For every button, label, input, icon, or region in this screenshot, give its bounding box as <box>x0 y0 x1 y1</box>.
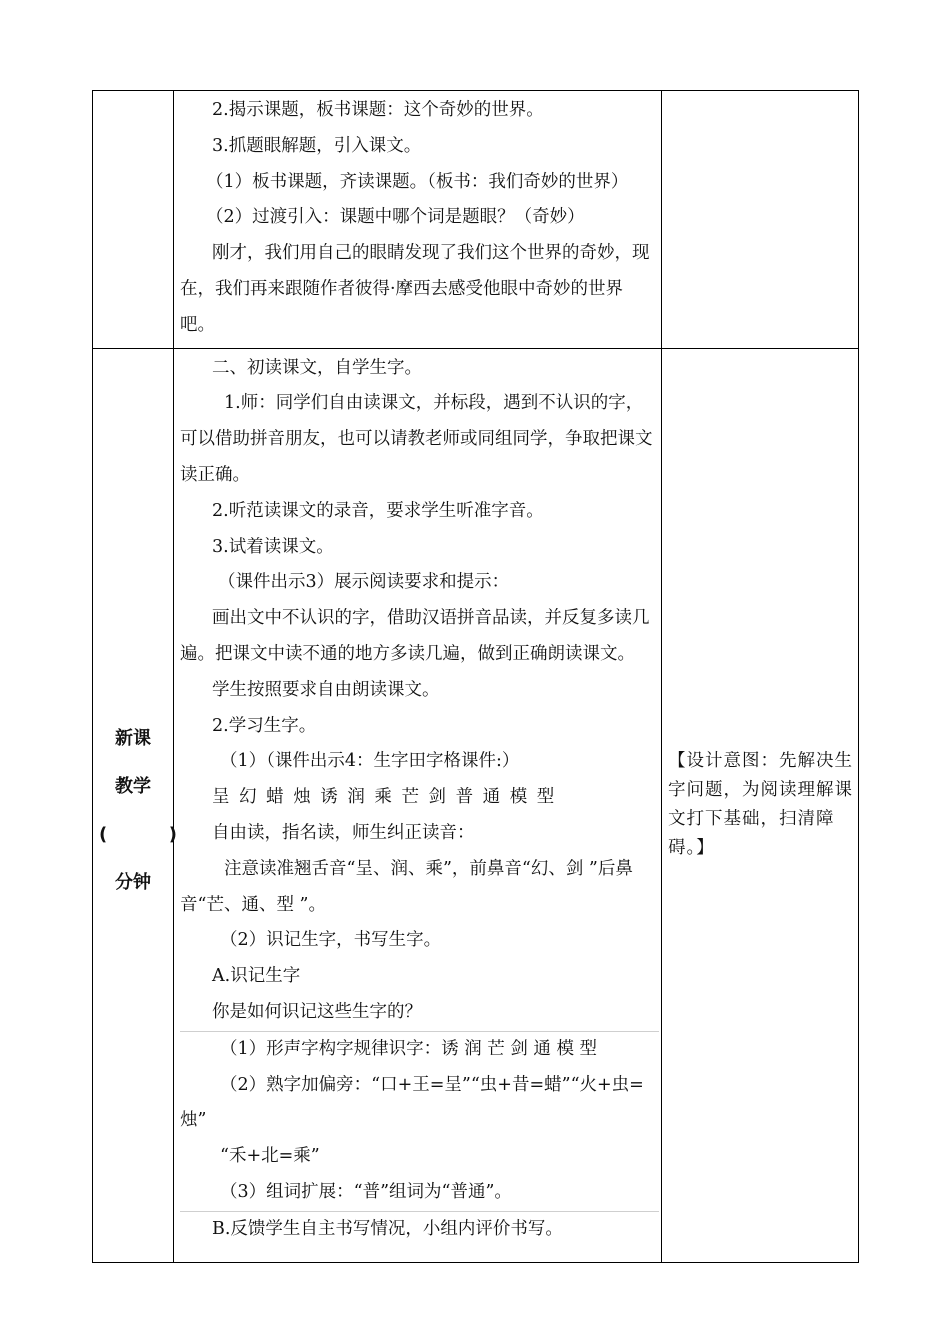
minutes-parentheses <box>93 811 177 859</box>
paragraph: （2）熟字加偏旁：“口+王=呈”“虫+昔=蜡”“火+虫=烛” <box>180 1074 644 1131</box>
note-cell-empty <box>662 91 859 349</box>
side-cell-empty <box>93 91 174 349</box>
section-label-line: 新课 <box>115 728 151 750</box>
text-line: （1）（课件出示4：生字田字格课件:） <box>220 751 520 772</box>
new-characters-line: 呈 幻 蜡 烛 诱 润 乘 芒 剑 普 通 模 型 <box>212 787 557 808</box>
paragraph: 刚才，我们用自己的眼睛发现了我们这个世界的奇妙，现在，我们再来跟随作者彼得·摩西去感受他眼中奇妙的世界吧。 <box>180 243 650 335</box>
process-cell <box>174 91 662 349</box>
text-line: A.识记生字 <box>212 966 301 987</box>
design-intent-note: 【设计意图：先解决生字问题，为阅读理解课文打下基础，扫清障碍。】 <box>668 751 853 859</box>
paragraph: 注意读准翘舌音“呈、润、乘”，前鼻音“幻、剑 ”后鼻音“芒、通、型 ”。 <box>180 858 633 915</box>
text-line: 你是如何识记这些生字的？ <box>212 1001 422 1022</box>
text-line: 学生按照要求自由朗读课文。 <box>212 679 440 700</box>
text-line: 3.试着读课文。 <box>212 536 334 557</box>
text-line: 2.学习生字。 <box>212 715 317 736</box>
text-line: 3.抓题眼解题，引入课文。 <box>212 135 422 156</box>
text-line: 2.揭示课题，板书课题：这个奇妙的世界。 <box>212 100 544 120</box>
text-line: “禾+北=乘” <box>220 1146 320 1167</box>
paragraph: 1.师：同学们自由读课文，并标段，遇到不认识的字，可以借助拼音朋友，也可以请教老师或同组同学，争取把课文读正确。 <box>180 393 653 485</box>
method-box <box>180 1031 659 1212</box>
text-line: （3）组词扩展：“普”组词为“普通”。 <box>220 1181 512 1202</box>
table-row <box>93 348 859 1262</box>
text-line: 2.听范读课文的录音，要求学生听准字音。 <box>212 500 544 521</box>
design-intent-cell <box>662 348 859 1262</box>
text-line: 二、初读课文，自学生字。 <box>212 357 422 378</box>
text-line: （1）形声字构字规律识字：诱 润 芒 剑 通 模 型 <box>220 1038 598 1059</box>
section-label-cell <box>93 348 177 1262</box>
paragraph: 画出文中不认识的字，借助汉语拼音品读，并反复多读几遍。把课文中读不通的地方多读几遍，做到正确朗读课文。 <box>180 608 650 664</box>
text-line: B.反馈学生自主书写情况，小组内评价书写。 <box>212 1218 563 1239</box>
table-row <box>93 91 859 349</box>
lesson-plan-table <box>92 90 859 1263</box>
section-label-line: 分钟 <box>115 872 151 894</box>
text-line: （2）过渡引入：课题中哪个词是题眼？（奇妙） <box>206 207 585 228</box>
text-line: 自由读，指名读，师生纠正读音： <box>212 822 475 843</box>
process-cell <box>174 348 662 1262</box>
paren-open: ( <box>99 824 108 846</box>
text-line: （1）板书课题，齐读课题。（板书：我们奇妙的世界） <box>206 171 629 192</box>
text-line: （课件出示3）展示阅读要求和提示： <box>218 572 510 593</box>
section-label-line: 教学 <box>115 776 151 798</box>
paren-close: ) <box>168 824 177 846</box>
text-line: （2）识记生字，书写生字。 <box>220 930 442 951</box>
